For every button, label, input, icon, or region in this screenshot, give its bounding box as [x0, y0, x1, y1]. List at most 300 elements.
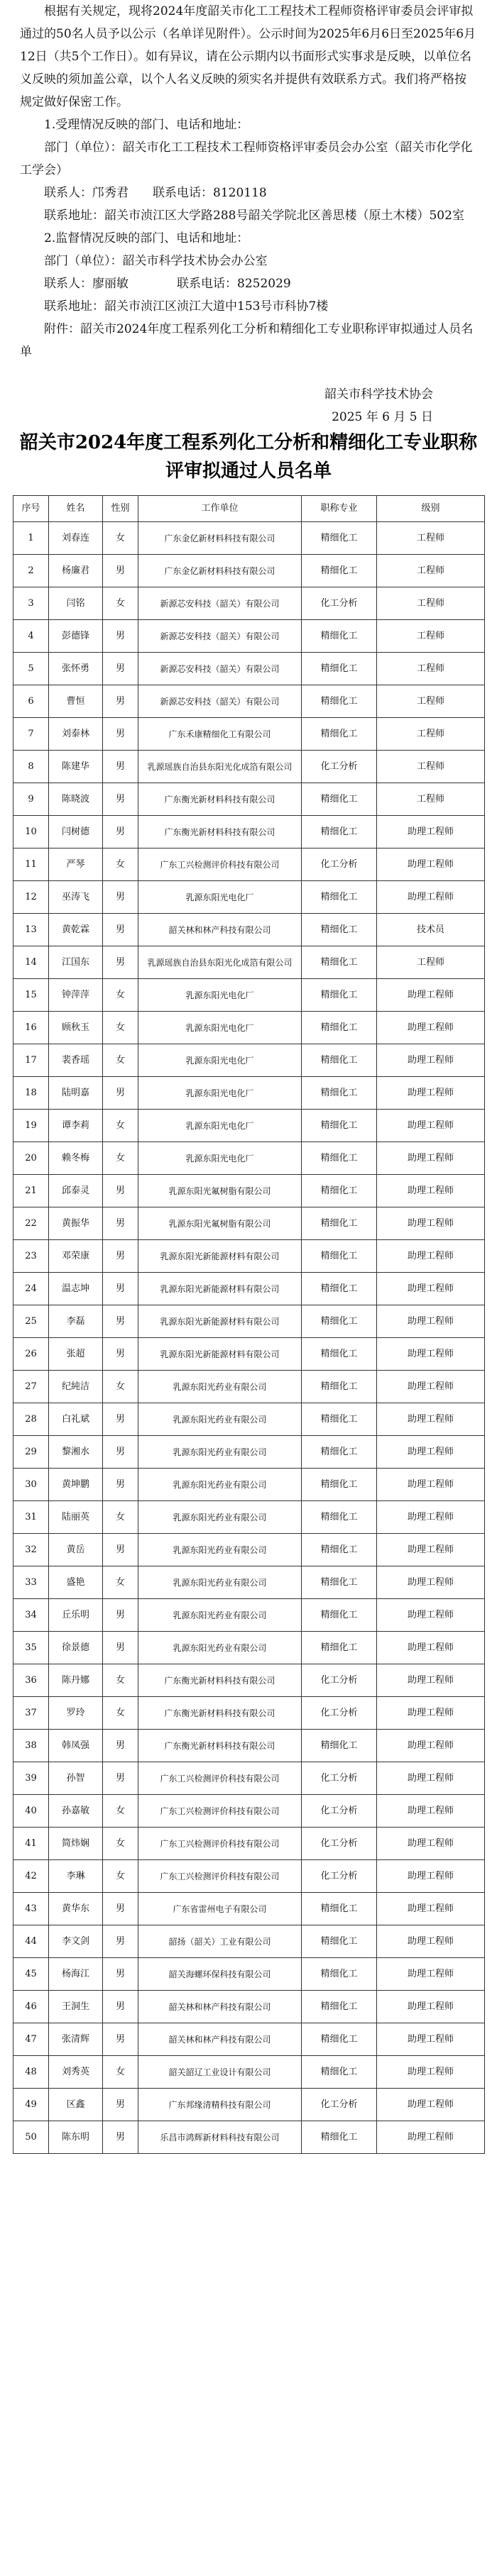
table-row	[13, 946, 485, 979]
cell-name: 李磊	[49, 1305, 103, 1338]
cell-level: 助理工程师	[377, 1207, 485, 1240]
cell-index: 1	[13, 522, 49, 555]
cell-gender: 男	[103, 816, 138, 848]
cell-index: 34	[13, 1599, 49, 1632]
cell-gender: 男	[103, 946, 138, 979]
cell-specialty: 精细化工	[302, 1371, 377, 1403]
cell-employer: 乳源瑶族自治县东阳光化成箔有限公司	[138, 946, 302, 979]
cell-index: 8	[13, 751, 49, 783]
cell-employer: 广东工兴检测评价科技有限公司	[138, 1828, 302, 1860]
cell-specialty: 化工分析	[302, 1860, 377, 1893]
cell-level: 助理工程师	[377, 1273, 485, 1305]
cell-name: 温志坤	[49, 1273, 103, 1305]
cell-name: 纪純洁	[49, 1371, 103, 1403]
cell-name: 孙智	[49, 1762, 103, 1795]
cell-employer: 新源芯安科技（韶关）有限公司	[138, 620, 302, 653]
cell-index: 10	[13, 816, 49, 848]
table-row	[13, 653, 485, 685]
cell-level: 助理工程师	[377, 1305, 485, 1338]
cell-gender: 男	[103, 718, 138, 751]
cell-employer: 广东金亿新材料科技有限公司	[138, 555, 302, 587]
cell-specialty: 精细化工	[302, 1403, 377, 1436]
cell-index: 25	[13, 1305, 49, 1338]
cell-employer: 韶扬（韶关）工业有限公司	[138, 1925, 302, 1958]
cell-specialty: 精细化工	[302, 946, 377, 979]
cell-gender: 男	[103, 1534, 138, 1566]
cell-gender: 女	[103, 1664, 138, 1697]
table-row	[13, 1044, 485, 1077]
cell-gender: 女	[103, 1860, 138, 1893]
cell-name: 钟萍萍	[49, 979, 103, 1012]
table-row	[13, 1991, 485, 2023]
cell-name: 丘乐明	[49, 1599, 103, 1632]
cell-name: 陈晓波	[49, 783, 103, 816]
table-row	[13, 1142, 485, 1175]
cell-specialty: 精细化工	[302, 1110, 377, 1142]
cell-gender: 男	[103, 1991, 138, 2023]
contact-2: 联系人：廖丽敏 联系电话：8252029	[44, 277, 291, 291]
cell-specialty: 化工分析	[302, 1795, 377, 1828]
cell-gender: 男	[103, 1273, 138, 1305]
header-specialty: 职称专业	[302, 496, 377, 522]
cell-gender: 女	[103, 522, 138, 555]
cell-level: 助理工程师	[377, 816, 485, 848]
cell-level: 助理工程师	[377, 1925, 485, 1958]
cell-name: 徐景德	[49, 1632, 103, 1664]
cell-level: 助理工程师	[377, 1175, 485, 1207]
header-gender: 性别	[103, 496, 138, 522]
cell-index: 32	[13, 1534, 49, 1566]
cell-employer: 新源芯安科技（韶关）有限公司	[138, 653, 302, 685]
cell-level: 助理工程师	[377, 2121, 485, 2154]
cell-specialty: 精细化工	[302, 1044, 377, 1077]
cell-name: 彭德锋	[49, 620, 103, 653]
cell-index: 18	[13, 1077, 49, 1110]
cell-employer: 韶关韶辽工业设计有限公司	[138, 2056, 302, 2089]
cell-index: 44	[13, 1925, 49, 1958]
cell-level: 助理工程师	[377, 2056, 485, 2089]
cell-index: 48	[13, 2056, 49, 2089]
cell-name: 严琴	[49, 848, 103, 881]
cell-name: 白礼斌	[49, 1403, 103, 1436]
cell-index: 15	[13, 979, 49, 1012]
cell-index: 38	[13, 1730, 49, 1762]
cell-employer: 广东省雷州电子有限公司	[138, 1893, 302, 1925]
section-2-heading: 2.监督情况反映的部门、电话和地址：	[44, 231, 249, 245]
cell-index: 30	[13, 1469, 49, 1501]
cell-gender: 女	[103, 1012, 138, 1044]
cell-index: 21	[13, 1175, 49, 1207]
table-row	[13, 587, 485, 620]
table-row	[13, 783, 485, 816]
table-header-row	[13, 496, 485, 522]
cell-name: 邱泰灵	[49, 1175, 103, 1207]
cell-name: 陆丽英	[49, 1501, 103, 1534]
cell-employer: 乳源东阳光药业有限公司	[138, 1371, 302, 1403]
table-row	[13, 1795, 485, 1828]
table-row	[13, 1273, 485, 1305]
cell-gender: 男	[103, 783, 138, 816]
cell-gender: 男	[103, 1436, 138, 1469]
cell-employer: 韶关林和林产科技有限公司	[138, 1991, 302, 2023]
cell-name: 曹恒	[49, 685, 103, 718]
cell-specialty: 化工分析	[302, 2089, 377, 2121]
cell-specialty: 精细化工	[302, 1305, 377, 1338]
cell-name: 张清辉	[49, 2023, 103, 2056]
cell-specialty: 精细化工	[302, 1240, 377, 1273]
cell-specialty: 精细化工	[302, 1501, 377, 1534]
cell-index: 23	[13, 1240, 49, 1273]
cell-gender: 女	[103, 1795, 138, 1828]
cell-index: 36	[13, 1664, 49, 1697]
cell-name: 李琳	[49, 1860, 103, 1893]
cell-specialty: 精细化工	[302, 914, 377, 946]
cell-gender: 男	[103, 1207, 138, 1240]
cell-gender: 男	[103, 1469, 138, 1501]
table-row	[13, 1338, 485, 1371]
cell-employer: 广东邦缘清精科技有限公司	[138, 2089, 302, 2121]
cell-gender: 男	[103, 1175, 138, 1207]
table-row	[13, 751, 485, 783]
cell-name: 黄坤鹏	[49, 1469, 103, 1501]
cell-name: 黎湘水	[49, 1436, 103, 1469]
contact-1: 联系人：邝秀君 联系电话：8120118	[44, 186, 267, 200]
cell-employer: 乳源东阳光药业有限公司	[138, 1436, 302, 1469]
candidates-table	[13, 495, 485, 2154]
cell-index: 43	[13, 1893, 49, 1925]
table-row	[13, 2121, 485, 2154]
cell-level: 技术员	[377, 914, 485, 946]
cell-specialty: 精细化工	[302, 1207, 377, 1240]
cell-employer: 乳源东阳光电化厂	[138, 1012, 302, 1044]
cell-specialty: 精细化工	[302, 685, 377, 718]
cell-gender: 男	[103, 1925, 138, 1958]
cell-index: 16	[13, 1012, 49, 1044]
cell-name: 张怀勇	[49, 653, 103, 685]
cell-gender: 男	[103, 1305, 138, 1338]
cell-gender: 男	[103, 1958, 138, 1991]
cell-specialty: 精细化工	[302, 2056, 377, 2089]
list-title: 韶关市2024年度工程系列化工分析和精细化工专业职称评审拟通过人员名单	[19, 432, 478, 482]
cell-employer: 乐昌市鸿辉新材料科技有限公司	[138, 2121, 302, 2154]
cell-gender: 男	[103, 2089, 138, 2121]
table-row	[13, 620, 485, 653]
cell-gender: 男	[103, 2121, 138, 2154]
cell-specialty: 化工分析	[302, 751, 377, 783]
cell-specialty: 化工分析	[302, 587, 377, 620]
table-row	[13, 1077, 485, 1110]
cell-level: 助理工程师	[377, 1632, 485, 1664]
cell-employer: 广东衡光新材料科技有限公司	[138, 1730, 302, 1762]
cell-level: 助理工程师	[377, 1664, 485, 1697]
cell-gender: 男	[103, 914, 138, 946]
cell-specialty: 精细化工	[302, 1142, 377, 1175]
cell-gender: 女	[103, 587, 138, 620]
table-row	[13, 718, 485, 751]
cell-level: 工程师	[377, 555, 485, 587]
cell-specialty: 精细化工	[302, 1893, 377, 1925]
table-row	[13, 2023, 485, 2056]
cell-specialty: 精细化工	[302, 1958, 377, 1991]
table-row	[13, 2089, 485, 2121]
cell-index: 46	[13, 1991, 49, 2023]
cell-name: 刘泰林	[49, 718, 103, 751]
cell-gender: 男	[103, 1762, 138, 1795]
cell-index: 19	[13, 1110, 49, 1142]
cell-employer: 乳源东阳光新能源材料有限公司	[138, 1305, 302, 1338]
attachment-note: 附件：韶关市2024年度工程系列化工分析和精细化工专业职称评审拟通过人员名单	[20, 322, 474, 359]
cell-index: 50	[13, 2121, 49, 2154]
notice-body	[0, 0, 497, 363]
signature-org: 韶关市科学技术协会	[324, 387, 433, 402]
cell-name: 江国东	[49, 946, 103, 979]
cell-index: 5	[13, 653, 49, 685]
cell-name: 韩凤强	[49, 1730, 103, 1762]
cell-level: 工程师	[377, 946, 485, 979]
cell-index: 41	[13, 1828, 49, 1860]
cell-specialty: 精细化工	[302, 1338, 377, 1371]
cell-employer: 韶关海螺环保科技有限公司	[138, 1958, 302, 1991]
cell-employer: 广东衡光新材料科技有限公司	[138, 1664, 302, 1697]
cell-name: 王洞生	[49, 1991, 103, 2023]
cell-gender: 男	[103, 2023, 138, 2056]
cell-specialty: 精细化工	[302, 1469, 377, 1501]
cell-gender: 男	[103, 881, 138, 914]
table-body	[13, 522, 485, 2154]
table-row	[13, 1632, 485, 1664]
cell-employer: 乳源东阳光药业有限公司	[138, 1566, 302, 1599]
table-row	[13, 1828, 485, 1860]
cell-level: 工程师	[377, 587, 485, 620]
cell-employer: 广东工兴检测评价科技有限公司	[138, 1860, 302, 1893]
cell-gender: 男	[103, 1403, 138, 1436]
cell-specialty: 精细化工	[302, 979, 377, 1012]
header-level: 级别	[377, 496, 485, 522]
table-row	[13, 1958, 485, 1991]
cell-index: 14	[13, 946, 49, 979]
table-row	[13, 1925, 485, 1958]
cell-employer: 乳源东阳光电化厂	[138, 1110, 302, 1142]
cell-specialty: 化工分析	[302, 1697, 377, 1730]
cell-specialty: 精细化工	[302, 1599, 377, 1632]
cell-index: 12	[13, 881, 49, 914]
table-row	[13, 522, 485, 555]
cell-name: 陈丹娜	[49, 1664, 103, 1697]
department-1: 部门（单位）：韶关市化工工程技术工程师资格评审委员会办公室（韶关市化学化工学会）	[20, 140, 473, 177]
table-row	[13, 685, 485, 718]
cell-gender: 男	[103, 1240, 138, 1273]
table-row	[13, 1501, 485, 1534]
cell-level: 助理工程师	[377, 1566, 485, 1599]
cell-employer: 乳源东阳光电化厂	[138, 1142, 302, 1175]
cell-specialty: 精细化工	[302, 653, 377, 685]
cell-gender: 男	[103, 1338, 138, 1371]
cell-specialty: 精细化工	[302, 1925, 377, 1958]
signature-block	[0, 383, 497, 429]
cell-index: 31	[13, 1501, 49, 1534]
cell-employer: 乳源东阳光新能源材料有限公司	[138, 1273, 302, 1305]
cell-gender: 男	[103, 1730, 138, 1762]
cell-employer: 新源芯安科技（韶关）有限公司	[138, 685, 302, 718]
cell-employer: 乳源东阳光电化厂	[138, 1044, 302, 1077]
cell-employer: 乳源东阳光药业有限公司	[138, 1632, 302, 1664]
cell-specialty: 精细化工	[302, 1012, 377, 1044]
cell-level: 助理工程师	[377, 1469, 485, 1501]
cell-name: 杨廉君	[49, 555, 103, 587]
cell-name: 裴香瑶	[49, 1044, 103, 1077]
cell-name: 黄乾霖	[49, 914, 103, 946]
cell-index: 17	[13, 1044, 49, 1077]
table-row	[13, 881, 485, 914]
cell-index: 6	[13, 685, 49, 718]
cell-gender: 男	[103, 653, 138, 685]
cell-name: 李文剑	[49, 1925, 103, 1958]
cell-specialty: 化工分析	[302, 1828, 377, 1860]
cell-level: 助理工程师	[377, 1012, 485, 1044]
cell-gender: 女	[103, 848, 138, 881]
cell-specialty: 精细化工	[302, 1077, 377, 1110]
cell-index: 29	[13, 1436, 49, 1469]
cell-gender: 男	[103, 1632, 138, 1664]
cell-name: 闫铭	[49, 587, 103, 620]
cell-gender: 女	[103, 2056, 138, 2089]
cell-employer: 韶关林和林产科技有限公司	[138, 914, 302, 946]
cell-specialty: 精细化工	[302, 620, 377, 653]
header-name: 姓名	[49, 496, 103, 522]
cell-index: 49	[13, 2089, 49, 2121]
cell-level: 助理工程师	[377, 1142, 485, 1175]
cell-gender: 男	[103, 751, 138, 783]
cell-employer: 广东工兴检测评价科技有限公司	[138, 848, 302, 881]
cell-level: 助理工程师	[377, 1991, 485, 2023]
cell-index: 33	[13, 1566, 49, 1599]
cell-index: 37	[13, 1697, 49, 1730]
cell-specialty: 精细化工	[302, 522, 377, 555]
cell-level: 助理工程师	[377, 1762, 485, 1795]
cell-gender: 女	[103, 1697, 138, 1730]
cell-employer: 广东衡光新材料科技有限公司	[138, 783, 302, 816]
cell-level: 助理工程师	[377, 1828, 485, 1860]
cell-specialty: 精细化工	[302, 1730, 377, 1762]
cell-specialty: 精细化工	[302, 1534, 377, 1566]
cell-gender: 女	[103, 1371, 138, 1403]
cell-employer: 乳源瑶族自治县东阳光化成箔有限公司	[138, 751, 302, 783]
cell-level: 助理工程师	[377, 1240, 485, 1273]
cell-level: 助理工程师	[377, 1110, 485, 1142]
cell-employer: 乳源东阳光电化厂	[138, 1077, 302, 1110]
cell-level: 助理工程师	[377, 1044, 485, 1077]
cell-gender: 女	[103, 1044, 138, 1077]
cell-level: 助理工程师	[377, 1860, 485, 1893]
cell-name: 区鑫	[49, 2089, 103, 2121]
table-row	[13, 1762, 485, 1795]
cell-level: 工程师	[377, 620, 485, 653]
spacer	[0, 485, 497, 495]
cell-employer: 乳源东阳光电化厂	[138, 881, 302, 914]
cell-index: 45	[13, 1958, 49, 1991]
cell-employer: 乳源东阳光新能源材料有限公司	[138, 1338, 302, 1371]
cell-name: 谭李莉	[49, 1110, 103, 1142]
cell-employer: 广东金亿新材料科技有限公司	[138, 522, 302, 555]
cell-specialty: 精细化工	[302, 881, 377, 914]
signature-date: 2025 年 6 月 5 日	[332, 410, 433, 424]
table-row	[13, 1403, 485, 1436]
cell-name: 陈东明	[49, 2121, 103, 2154]
cell-gender: 男	[103, 1077, 138, 1110]
table-row	[13, 1110, 485, 1142]
cell-employer: 乳源东阳光药业有限公司	[138, 1534, 302, 1566]
cell-name: 黄华东	[49, 1893, 103, 1925]
cell-specialty: 精细化工	[302, 816, 377, 848]
cell-name: 闫树德	[49, 816, 103, 848]
cell-specialty: 精细化工	[302, 1991, 377, 2023]
cell-specialty: 精细化工	[302, 1175, 377, 1207]
cell-gender: 女	[103, 1142, 138, 1175]
cell-level: 工程师	[377, 522, 485, 555]
cell-gender: 男	[103, 555, 138, 587]
cell-employer: 韶关林和林产科技有限公司	[138, 2023, 302, 2056]
cell-index: 22	[13, 1207, 49, 1240]
cell-level: 工程师	[377, 685, 485, 718]
cell-employer: 乳源东阳光药业有限公司	[138, 1599, 302, 1632]
cell-level: 助理工程师	[377, 1371, 485, 1403]
cell-index: 4	[13, 620, 49, 653]
table-row	[13, 1305, 485, 1338]
table-row	[13, 1664, 485, 1697]
cell-index: 2	[13, 555, 49, 587]
cell-specialty: 精细化工	[302, 1566, 377, 1599]
cell-level: 助理工程师	[377, 2023, 485, 2056]
header-index: 序号	[13, 496, 49, 522]
table-row	[13, 1860, 485, 1893]
cell-index: 20	[13, 1142, 49, 1175]
cell-gender: 女	[103, 1828, 138, 1860]
cell-specialty: 精细化工	[302, 718, 377, 751]
cell-name: 黄岳	[49, 1534, 103, 1566]
table-row	[13, 1240, 485, 1273]
cell-index: 13	[13, 914, 49, 946]
cell-level: 助理工程师	[377, 1403, 485, 1436]
cell-index: 9	[13, 783, 49, 816]
cell-level: 工程师	[377, 718, 485, 751]
cell-level: 助理工程师	[377, 1077, 485, 1110]
table-row	[13, 1599, 485, 1632]
address-2: 联系地址：韶关市浈江区浈江大道中153号市科协7楼	[44, 299, 329, 314]
cell-employer: 乳源东阳光药业有限公司	[138, 1403, 302, 1436]
cell-name: 张超	[49, 1338, 103, 1371]
cell-name: 简炜娴	[49, 1828, 103, 1860]
cell-specialty: 化工分析	[302, 1664, 377, 1697]
cell-specialty: 精细化工	[302, 2121, 377, 2154]
table-row	[13, 816, 485, 848]
cell-level: 助理工程师	[377, 881, 485, 914]
cell-level: 助理工程师	[377, 1730, 485, 1762]
cell-employer: 广东衡光新材料科技有限公司	[138, 816, 302, 848]
table-row	[13, 2056, 485, 2089]
cell-specialty: 精细化工	[302, 1436, 377, 1469]
cell-index: 7	[13, 718, 49, 751]
cell-level: 助理工程师	[377, 1436, 485, 1469]
section-1-heading: 1.受理情况反映的部门、电话和地址：	[44, 118, 249, 132]
cell-name: 罗玲	[49, 1697, 103, 1730]
cell-level: 助理工程师	[377, 1338, 485, 1371]
department-2: 部门（单位）：韶关市科学技术协会办公室	[44, 254, 268, 268]
cell-name: 顾秋玉	[49, 1012, 103, 1044]
cell-level: 助理工程师	[377, 1599, 485, 1632]
cell-employer: 乳源东阳光新能源材料有限公司	[138, 1240, 302, 1273]
cell-name: 黄振华	[49, 1207, 103, 1240]
address-1: 联系地址：韶关市浈江区大学路288号韶关学院北区善思楼（原土木楼）502室	[44, 209, 464, 223]
